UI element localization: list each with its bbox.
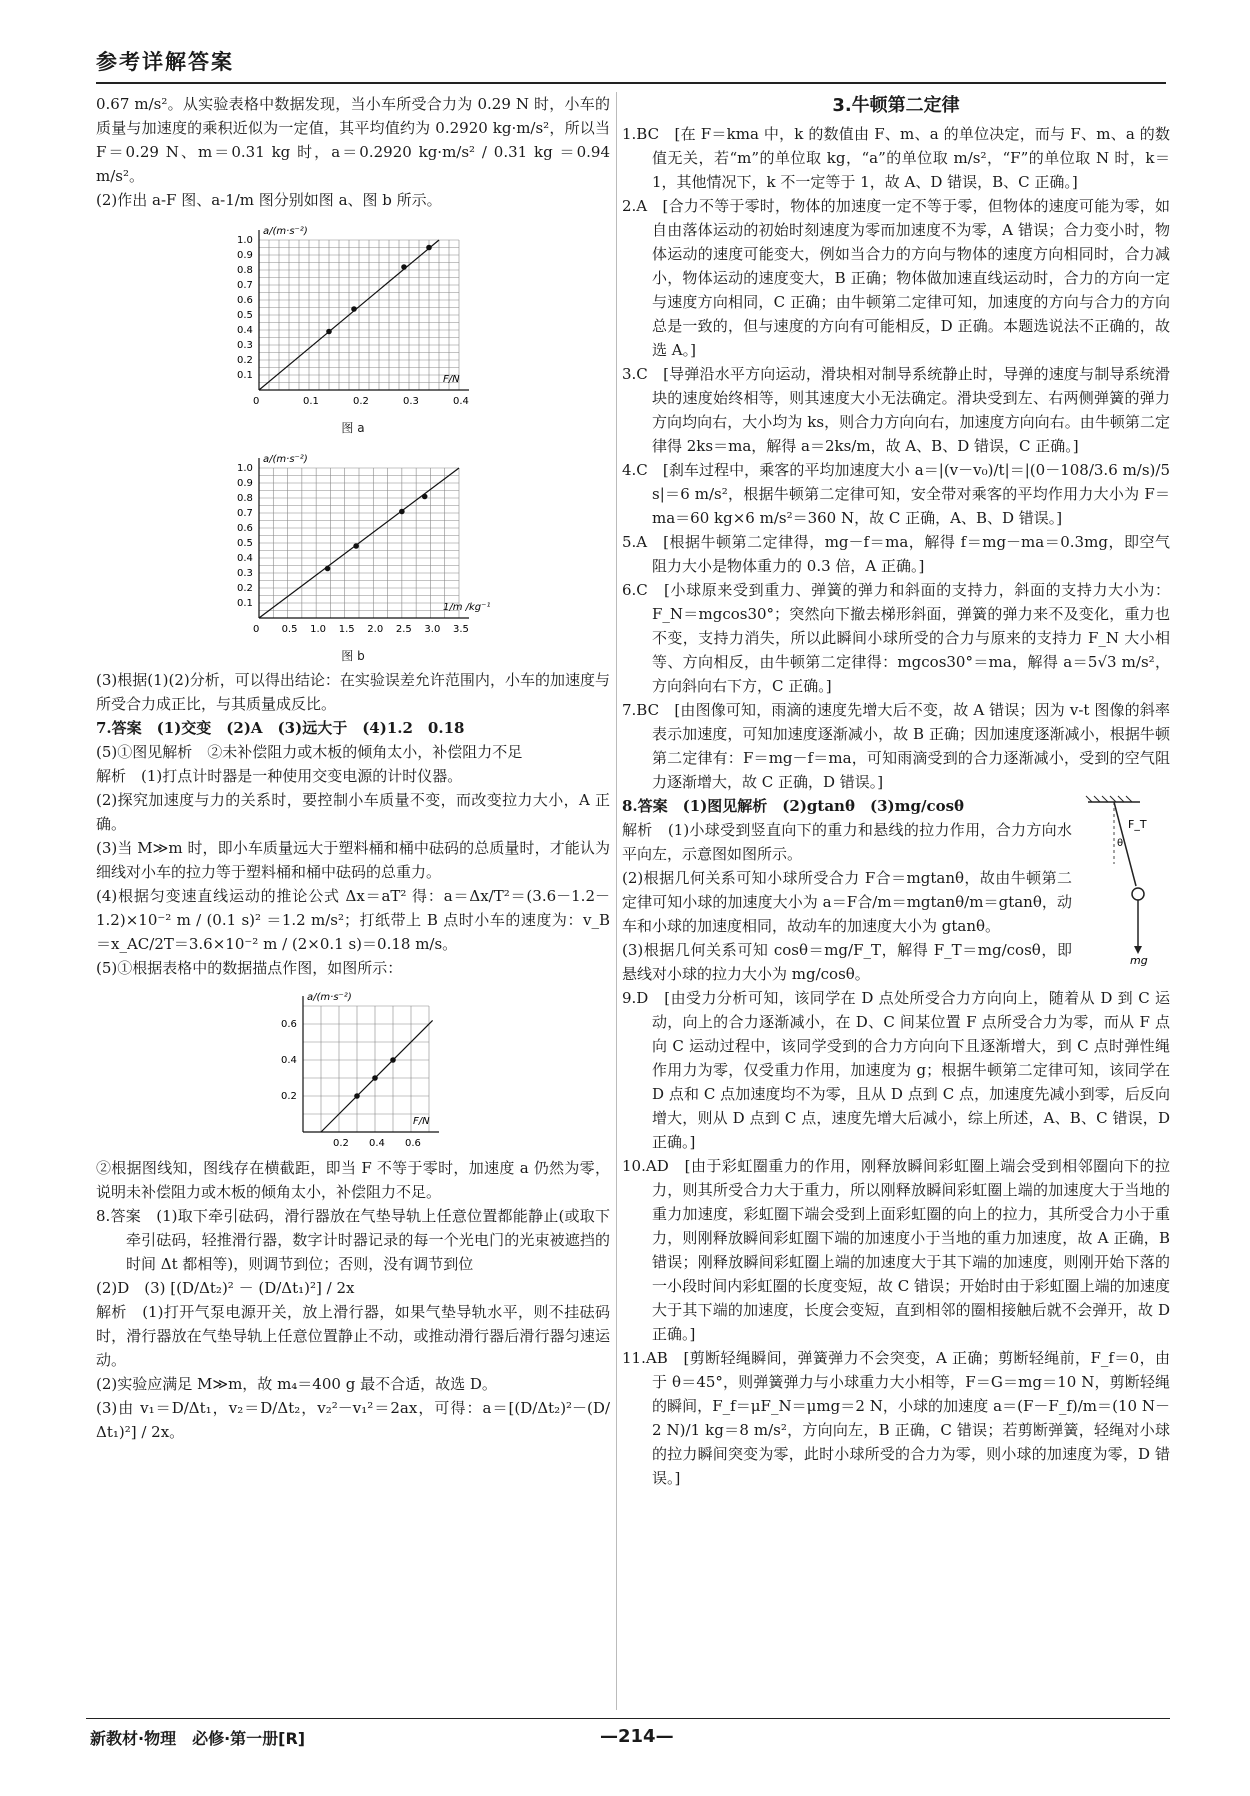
force-diagram [1080, 794, 1170, 967]
y-tick-label: 0.3 [237, 568, 253, 579]
y-axis-label: a/(m·s⁻²) [263, 226, 308, 237]
x-tick-label: 0.6 [405, 1138, 421, 1149]
y-tick-label: 0.4 [237, 553, 253, 564]
y-tick-label: 0.1 [237, 598, 253, 609]
answer-3: 3.C [导弹沿水平方向运动，滑块相对制导系统静止时，导弹的速度与制导系统滑块的速度始终相等，则其速度大小无法确定。滑块受到左、右两侧弹簧的弹力方向均向右，大小均为 ks，则合力方向向右，加速度方向向右。由牛顿第二定律得 2ks＝ma，解得 a＝2ks/m，故 A、B、D 错误，C 正确。] [622, 365, 1170, 455]
analysis-8-2: (2)实验应满足 M≫m，故 m₄＝400 g 最不合适，故选 D。 [96, 1375, 497, 1393]
x-axis-label: 1/m /kg⁻¹ [443, 602, 491, 613]
x-tick-label: 0.3 [403, 396, 419, 407]
x-tick-label: 1.5 [338, 624, 355, 635]
data-point [326, 329, 332, 335]
footer-book-title: 新教材·物理 必修·第一册[R] [90, 1729, 306, 1748]
x-axis-label: F/N [443, 374, 460, 385]
data-point [401, 264, 407, 270]
answer-7: 7.答案 (1)交变 (2)A (3)远大于 (4)1.2 0.18 [96, 719, 465, 737]
x-tick-label: 0.2 [333, 1138, 349, 1149]
x-tick-label: 2.5 [395, 624, 412, 635]
page-number: —214— [600, 1726, 674, 1747]
y-tick-label: 0.4 [237, 325, 253, 336]
x-tick-label: 0 [253, 624, 260, 635]
analysis-7-1: 解析 (1)打点计时器是一种使用交变电源的计时仪器。 [96, 767, 463, 785]
y-tick-label: 0.8 [237, 265, 253, 276]
data-point [325, 566, 331, 572]
left-column [96, 92, 610, 1444]
y-tick-label: 0.1 [237, 370, 253, 381]
x-tick-label: 0 [253, 396, 260, 407]
answer-8-block [622, 794, 1170, 986]
y-tick-label: 0.7 [237, 508, 253, 519]
figure-a [223, 216, 483, 412]
y-tick-label: 0.2 [281, 1091, 297, 1102]
x-tick-label: 0.2 [353, 396, 369, 407]
answer-8-2: (2)D (3) [(D/Δt₂)² － (D/Δt₁)²] / 2x [96, 1279, 355, 1297]
y-tick-label: 0.3 [237, 340, 253, 351]
right-column [622, 92, 1170, 1490]
y-tick-label: 0.7 [237, 280, 253, 291]
answer-1: 1.BC [在 F＝kma 中，k 的数值由 F、m、a 的单位决定，而与 F、m、a 的数值无关，若“m”的单位取 kg，“a”的单位取 m/s²，“F”的单位取 N 时，k＝1，其他情况下，k 不一定等于 1，故 A、D 错误，B、C 正确。] [622, 125, 1170, 191]
answer-8: 8.答案 (1)图见解析 (2)gtanθ (3)mg/cosθ [622, 797, 965, 815]
x-tick-label: 3.0 [424, 624, 441, 635]
x-tick-label: 1.0 [310, 624, 327, 635]
answer-4: 4.C [刹车过程中，乘客的平均加速度大小 a＝|(v－v₀)/t|＝|(0－108/3.6 m/s)/5 s|＝6 m/s²，根据牛顿第二定律可知，安全带对乘客的平均作用力大小为 F＝ma＝60 kg×6 m/s²＝360 N，故 C 正确，A、B、D 错误。] [622, 461, 1170, 527]
y-tick-label: 0.5 [237, 310, 253, 321]
y-tick-label: 1.0 [237, 235, 253, 246]
data-point [354, 1093, 360, 1099]
column-divider [616, 92, 617, 1710]
analysis-7-3: (3)当 M≫m 时，即小车质量远大于塑料桶和桶中砝码的总质量时，才能认为细线对小车的拉力等于塑料桶和桶中砝码的总重力。 [96, 839, 610, 881]
y-tick-label: 0.6 [281, 1019, 297, 1030]
analysis-8-2: (2)根据几何关系可知小球所受合力 F合＝mgtanθ，故由牛顿第二定律可知小球的加速度大小为 a＝F合/m＝mgtanθ/m＝gtanθ，动车和小球的加速度相同，故动车的加速度大小为 gtanθ。 [622, 869, 1072, 935]
data-point [390, 1057, 396, 1063]
data-point [426, 245, 432, 251]
x-tick-label: 0.4 [369, 1138, 385, 1149]
paragraph-6-2: (2)作出 a-F 图、a-1/m 图分别如图 a、图 b 所示。 [96, 191, 442, 209]
answer-10: 10.AD [由于彩虹圈重力的作用，刚释放瞬间彩虹圈上端会受到相邻圈向下的拉力，则其所受合力大于重力，所以刚释放瞬间彩虹圈上端的加速度大于当地的重力加速度，彩虹圈下端会受到上面彩虹圈的向上的拉力，其所受合力小于重力，则刚释放瞬间彩虹圈下端的加速度小于当地的重力加速度，故 A 正确，B 错误；刚释放瞬间彩虹圈上端的加速度大于其下端的加速度，则刚开始下落的一小段时间内彩虹圈的长度变短，故 C 错误；开始时由于彩虹圈上端的加速度大于其下端的加速度，长度会变短，直到相邻的圈相接触后就不会弹开，故 D 正确。] [622, 1157, 1170, 1343]
analysis-8-3: (3)由 v₁＝D/Δt₁，v₂＝D/Δt₂，v₂²－v₁²＝2ax，可得：a＝[(D/Δt₂)²－(D/Δt₁)²] / 2x。 [96, 1399, 610, 1441]
x-tick-label: 0.5 [281, 624, 298, 635]
data-point [353, 543, 359, 549]
paragraph-6-3: (3)根据(1)(2)分析，可以得出结论：在实验误差允许范围内，小车的加速度与所受合力成正比，与其质量成反比。 [96, 671, 610, 713]
theta-label: θ [1117, 838, 1124, 849]
answer-5: 5.A [根据牛顿第二定律得，mg－f＝ma，解得 f＝mg－ma＝0.3mg，即空气阻力大小是物体重力的 0.3 倍，A 正确。] [622, 533, 1170, 575]
answer-9: 9.D [由受力分析可知，该同学在 D 点处所受合力方向向上，随着从 D 到 C 运动，向上的合力逐渐减小，在 D、C 间某位置 F 点所受合力为零，而从 F 点向 C 运动过程中，该同学受到的合力方向向下且逐渐增大，到 C 点时弹性绳作用力为零，仅受重力作用，加速度为 g；根据牛顿第二定律可知，该同学在 D 点和 C 点加速度均不为零，且从 D 点到 C 点，加速度先减小到零，后反向增大，则从 D 点到 C 点，速度先增大后减小，综上所述，A、B、C 错误，D 正确。] [622, 989, 1170, 1151]
y-tick-label: 0.9 [237, 478, 253, 489]
x-tick-label: 0.4 [453, 396, 469, 407]
x-tick-label: 0.1 [303, 396, 319, 407]
y-tick-label: 0.9 [237, 250, 253, 261]
answer-11: 11.AB [剪断轻绳瞬间，弹簧弹力不会突变，A 正确；剪断轻绳前，F_f＝0，由于 θ＝45°，则弹簧弹力与小球重力大小相等，F＝G＝mg＝10 N，剪断轻绳的瞬间，F_f＝μF_N＝μmg＝2 N，小球的加速度 a＝(F－F_f)/m＝(10 N－2 N)/1 kg＝8 m/s²，方向向左，B 正确，C 错误；若剪断弹簧，轻绳对小球的拉力瞬间突变为零，此时小球所受的合力为零，则小球的加速度为零，D 错误。] [622, 1349, 1170, 1487]
y-tick-label: 0.6 [237, 295, 253, 306]
gravity-label: mg [1130, 954, 1148, 967]
answer-8: 8.答案 (1)取下牵引砝码，滑行器放在气垫导轨上任意位置都能静止(或取下牵引砝码，轻推滑行器，数字计时器记录的每一个光电门的光束被遮挡的时间 Δt 都相等)，则调节到位；否则，没有调节到位 [96, 1207, 610, 1273]
y-tick-label: 0.4 [281, 1055, 297, 1066]
figure-c [263, 984, 443, 1152]
data-point [399, 509, 405, 515]
answer-7: 7.BC [由图像可知，雨滴的速度先增大后不变，故 A 错误；因为 v-t 图像的斜率表示加速度，可知加速度逐渐减小，故 B 正确；因加速度逐渐减小，根据牛顿第二定律有：F＝mg－f＝ma，可知雨滴受到的合力逐渐减小，受到的空气阻力逐渐增大，故 C 正确，D 错误。] [622, 701, 1170, 791]
analysis-8-1: 解析 (1)打开气泵电源开关，放上滑行器，如果气垫导轨水平，则不挂砝码时，滑行器放在气垫导轨上任意位置静止不动，或推动滑行器后滑行器匀速运动。 [96, 1303, 610, 1369]
x-tick-label: 3.5 [453, 624, 469, 635]
paragraph-6-end: 0.67 m/s²。从实验表格中数据发现，当小车所受合力为 0.29 N 时，小车的质量与加速度的乘积近似为一定值，其平均值约为 0.2920 kg·m/s²，所以当 F＝0.29 N、m＝0.31 kg 时，a＝0.2920 kg·m/s² / 0.31 kg ＝0.94 m/s²。 [96, 95, 610, 185]
data-point [351, 306, 357, 312]
header-rule [96, 82, 1166, 84]
y-axis-label: a/(m·s⁻²) [307, 992, 352, 1003]
footer-rule [86, 1718, 1170, 1719]
answer-2: 2.A [合力不等于零时，物体的加速度一定不等于零，但物体的速度可能为零，如自由落体运动的初始时刻速度为零而加速度不为零，A 错误；合力变小时，物体运动的速度可能变大，例如当合力的方向与物体的速度方向相同时，合力减小，物体运动的速度变大，B 正确；物体做加速直线运动时，合力的方向一定与速度方向相同，C 正确；由牛顿第二定律可知，加速度的方向与合力的方向总是一致的，但与速度的方向有可能相反，D 正确。本题选说法不正确的，故选 A。] [622, 197, 1170, 359]
figure-b [223, 444, 491, 640]
analysis-7-4: (4)根据匀变速直线运动的推论公式 Δx＝aT² 得：a＝Δx/T²＝(3.6－1.2－1.2)×10⁻² m / (0.1 s)² ＝1.2 m/s²；打纸带上 B 点时小车的速度为：v_B＝x_AC/2T＝3.6×10⁻² m / (2×0.1 s)＝0.18 m/s。 [96, 887, 610, 953]
x-axis-label: F/N [413, 1116, 430, 1127]
analysis-8-3: (3)根据几何关系可知 cosθ＝mg/F_T，解得 F_T＝mg/cosθ，即悬线对小球的拉力大小为 mg/cosθ。 [622, 941, 1072, 983]
y-tick-label: 0.5 [237, 538, 253, 549]
tension-label: F_T [1128, 818, 1147, 831]
answer-6: 6.C [小球原来受到重力、弹簧的弹力和斜面的支持力，斜面的支持力大小为：F_N＝mgcos30°；突然向下撤去梯形斜面，弹簧的弹力来不及变化，重力也不变，支持力消失，所以此瞬间小球所受的合力与原来的支持力 F_N 大小相等、方向相反，由牛顿第二定律得：mgcos30°＝ma，解得 a＝5√3 m/s²，方向斜向右下方，C 正确。] [622, 581, 1170, 695]
y-tick-label: 0.8 [237, 493, 253, 504]
analysis-7-5: (5)①根据表格中的数据描点作图，如图所示： [96, 959, 403, 977]
y-tick-label: 0.2 [237, 583, 253, 594]
y-tick-label: 0.2 [237, 355, 253, 366]
data-point [422, 494, 428, 500]
x-tick-label: 2.0 [367, 624, 384, 635]
page-header: 参考详解答案 [96, 50, 234, 74]
y-tick-label: 0.6 [237, 523, 253, 534]
analysis-7-5b: ②根据图线知，图线存在横截距，即当 F 不等于零时，加速度 a 仍然为零，说明未补偿阻力或木板的倾角太小，补偿阻力不足。 [96, 1159, 610, 1201]
y-tick-label: 1.0 [237, 463, 253, 474]
analysis-8-1: 解析 (1)小球受到竖直向下的重力和悬线的拉力作用，合力方向水平向左，示意图如图所示。 [622, 821, 1072, 863]
figure-b-caption: 图 b [341, 649, 365, 663]
answer-7-5: (5)①图见解析 ②未补偿阻力或木板的倾角太小，补偿阻力不足 [96, 743, 523, 761]
figure-a-caption: 图 a [341, 421, 365, 435]
section-title: 3.牛顿第二定律 [832, 95, 960, 116]
data-point [372, 1075, 378, 1081]
analysis-7-2: (2)探究加速度与力的关系时，要控制小车质量不变，而改变拉力大小，A 正确。 [96, 791, 610, 833]
y-axis-label: a/(m·s⁻²) [263, 454, 308, 465]
